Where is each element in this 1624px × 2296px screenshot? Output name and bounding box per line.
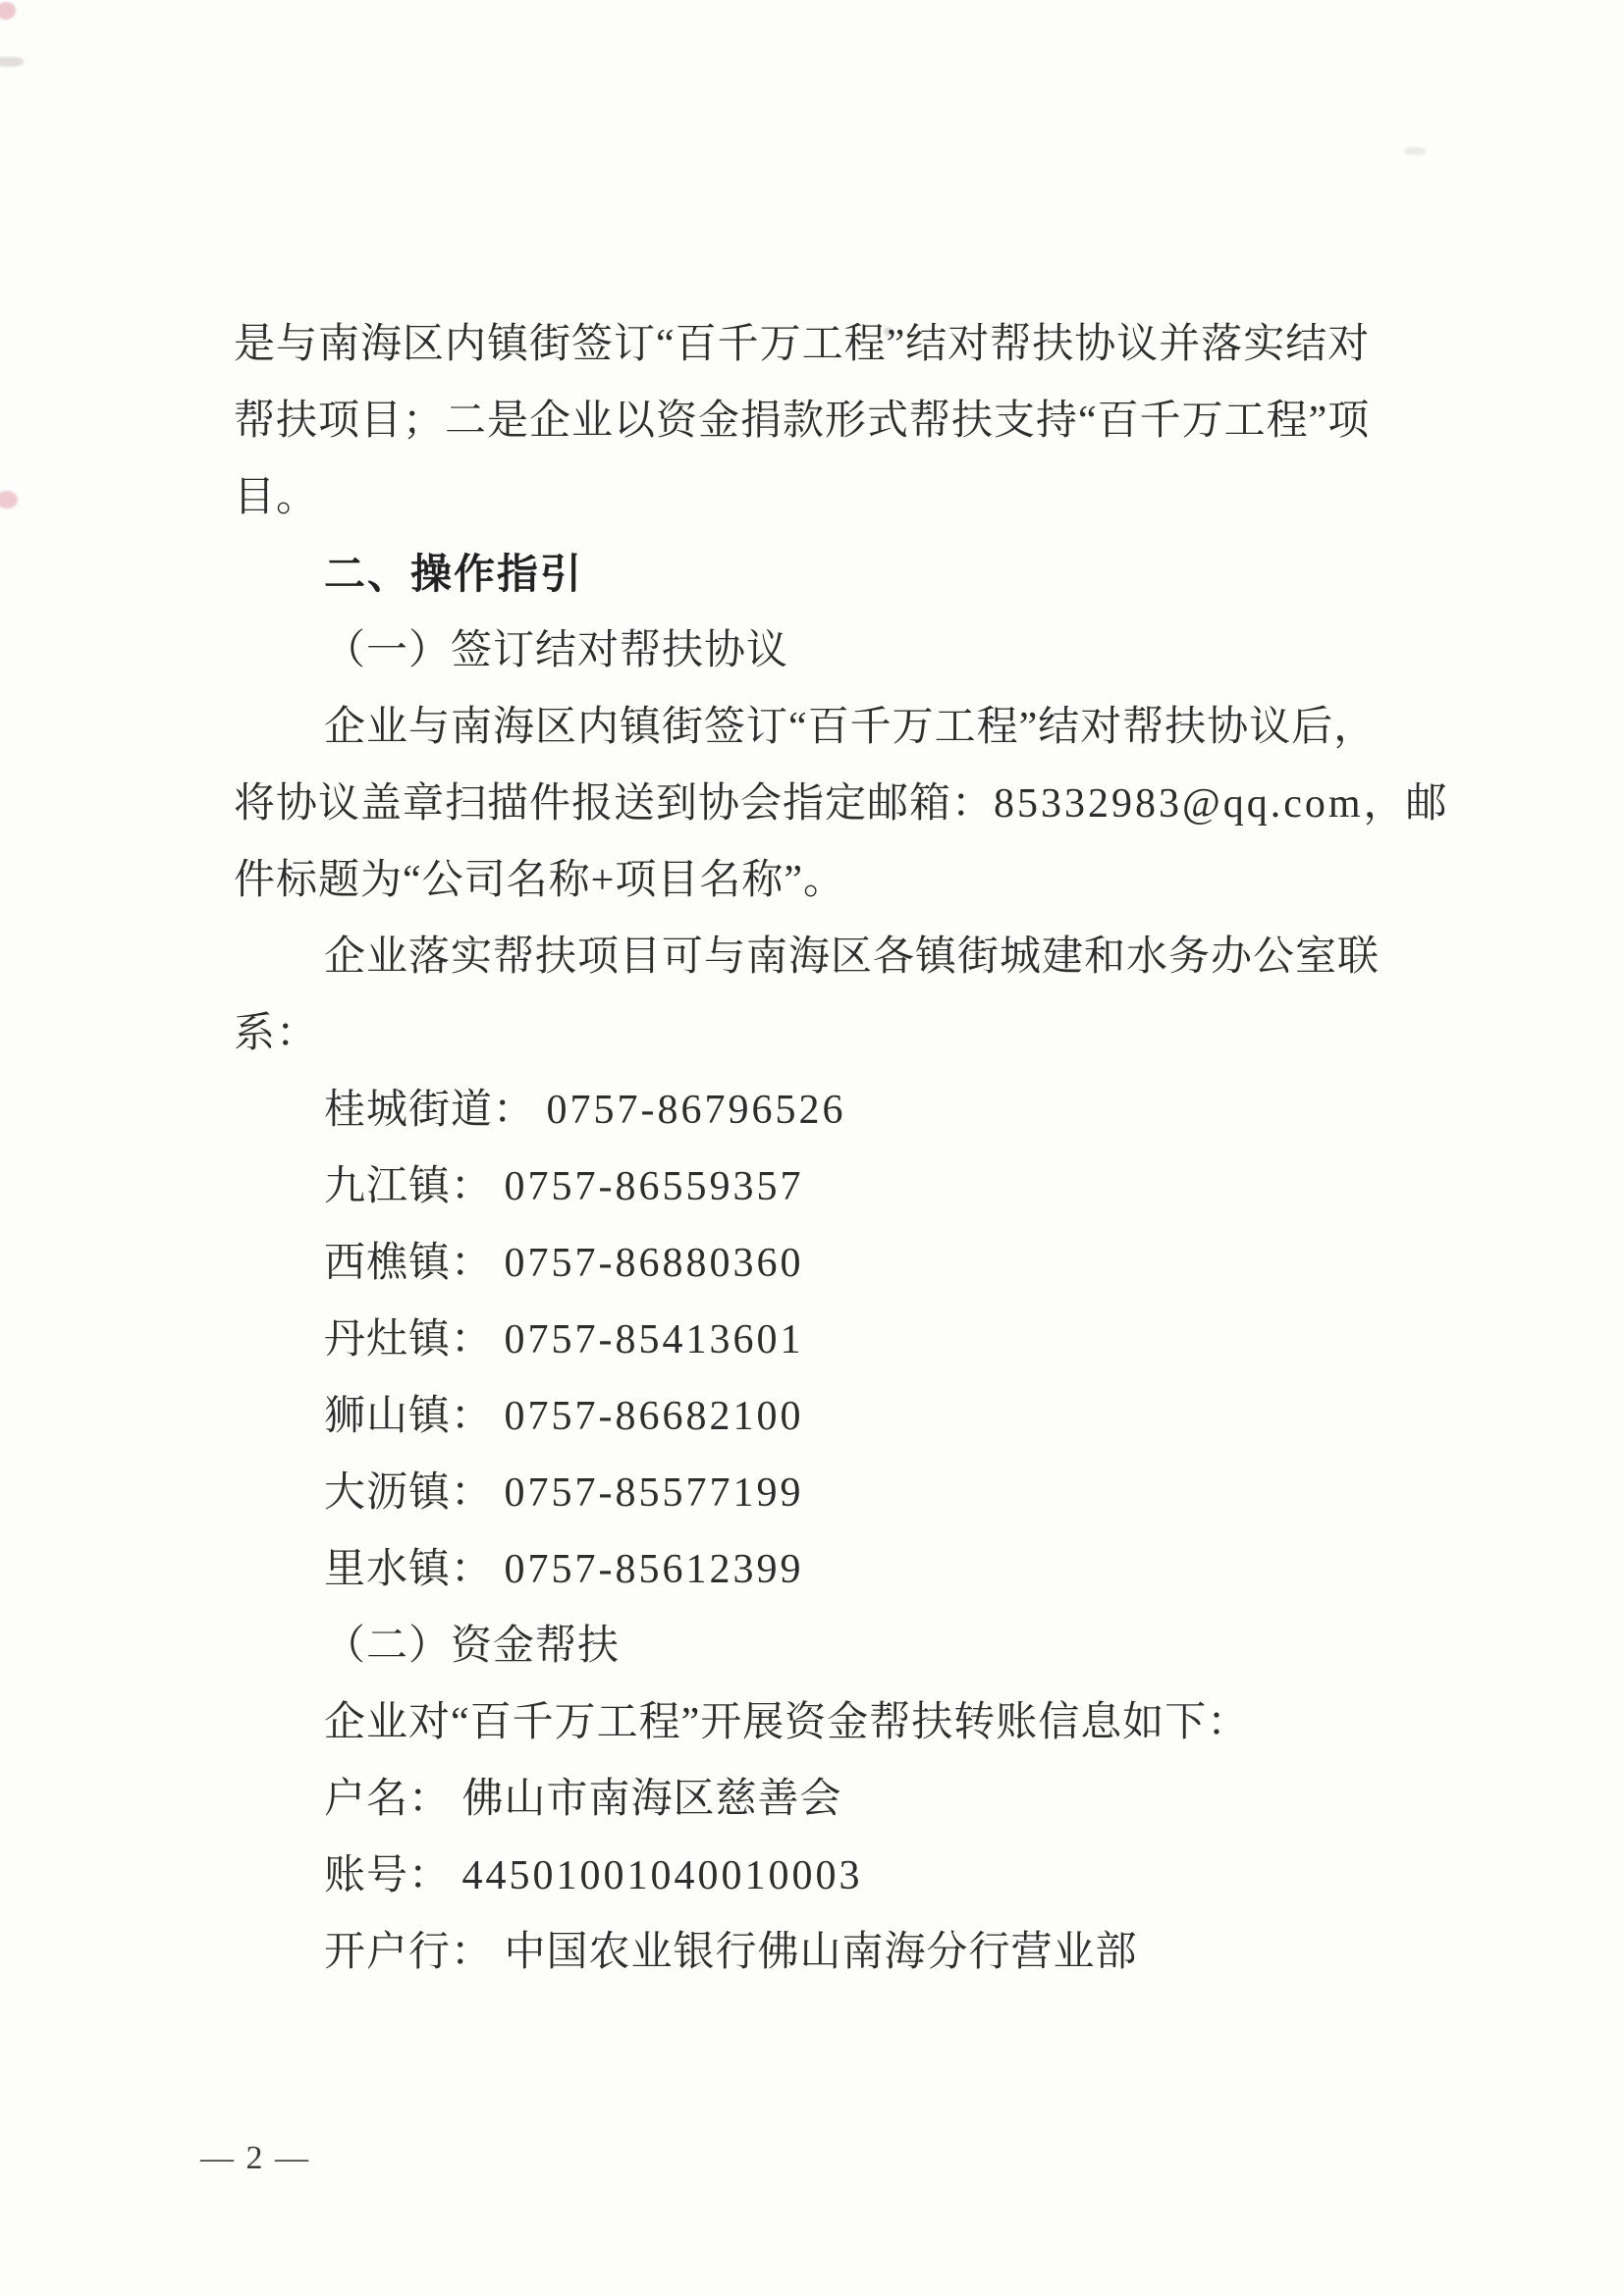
account-label: 账号: [324, 1853, 409, 1898]
section-heading: 二、操作指引: [324, 551, 584, 597]
account-value: 44501001040010003: [461, 1853, 863, 1898]
contact-phone: 0757-85612399: [504, 1547, 804, 1592]
scan-artifact-pink: [0, 491, 18, 508]
page-number: — 2 —: [200, 2140, 310, 2176]
scan-artifact-smudge: [0, 57, 24, 67]
colon-separator: ：: [451, 1317, 505, 1362]
contact-phone: 0757-86796526: [546, 1088, 846, 1133]
paragraph-continuation-line: 是与南海区内镇街签订“百千万工程”结对帮扶协议并落实结对: [234, 322, 1371, 367]
contact-phone: 0757-85577199: [504, 1470, 804, 1516]
contact-label: 西樵镇: [324, 1241, 452, 1286]
account-value: 佛山市南海区慈善会: [461, 1777, 842, 1822]
paragraph-continuation-line: 帮扶项目；二是企业以资金捐款形式帮扶支持“百千万工程”项: [234, 399, 1371, 444]
contact-label: 丹灶镇: [324, 1317, 452, 1362]
account-label: 户名: [324, 1777, 409, 1822]
paragraph-line-with-email: [234, 766, 1448, 842]
contact-phone: 0757-86682100: [504, 1394, 804, 1439]
contact-line: [234, 1148, 1412, 1225]
paragraph-line: 系：: [234, 1011, 319, 1056]
account-line: [234, 1761, 1412, 1838]
colon-separator: ：: [451, 1164, 505, 1209]
paragraph-line: 企业与南海区内镇街签订“百千万工程”结对帮扶协议后，: [324, 705, 1377, 750]
contact-phone: 0757-86559357: [504, 1164, 804, 1209]
colon-separator: ：: [451, 1930, 505, 1975]
contact-line: [234, 1531, 1412, 1608]
account-value: 中国农业银行佛山南海分行营业部: [504, 1930, 1138, 1975]
contact-line: [234, 1302, 1412, 1378]
account-line: [234, 1838, 1412, 1914]
contact-line: [234, 1072, 1412, 1148]
colon-separator: ：: [408, 1853, 462, 1898]
colon-separator: ：: [493, 1088, 547, 1133]
email-address: 85332983@qq.com: [994, 781, 1364, 827]
paragraph-line: 企业落实帮扶项目可与南海区各镇街城建和水务办公室联: [324, 934, 1380, 980]
subsection2-heading: （二）资金帮扶: [324, 1624, 621, 1669]
colon-separator: ：: [408, 1777, 462, 1822]
contact-phone: 0757-86880360: [504, 1241, 804, 1286]
paragraph-line: 件标题为“公司名称+项目名称”。: [234, 858, 845, 903]
contact-label: 大沥镇: [324, 1470, 452, 1516]
scan-artifact-pink: [0, 2, 16, 20]
account-label: 开户行: [324, 1930, 452, 1975]
contact-line: [234, 1378, 1412, 1455]
colon-separator: ：: [451, 1241, 505, 1286]
email-line-prefix: 将协议盖章扫描件报送到协会指定邮箱：: [234, 781, 995, 827]
account-line: [234, 1914, 1412, 1991]
colon-separator: ：: [451, 1394, 505, 1439]
colon-separator: ：: [451, 1470, 505, 1516]
email-line-suffix: ，邮: [1363, 781, 1448, 827]
colon-separator: ：: [451, 1547, 505, 1592]
contact-phone: 0757-85413601: [504, 1317, 804, 1362]
paragraph-continuation-line: 目。: [234, 475, 319, 520]
subsection1-heading: （一）签订结对帮扶协议: [324, 628, 789, 673]
contact-label: 桂城街道: [324, 1088, 494, 1133]
scan-artifact-smudge: [1404, 147, 1426, 155]
contact-label: 九江镇: [324, 1164, 452, 1209]
contact-line: [234, 1455, 1412, 1531]
paragraph-line: 企业对“百千万工程”开展资金帮扶转账信息如下：: [324, 1700, 1250, 1745]
contact-label: 里水镇: [324, 1547, 452, 1592]
contact-label: 狮山镇: [324, 1394, 452, 1439]
contact-line: [234, 1225, 1412, 1302]
document-body: [234, 306, 1448, 1991]
